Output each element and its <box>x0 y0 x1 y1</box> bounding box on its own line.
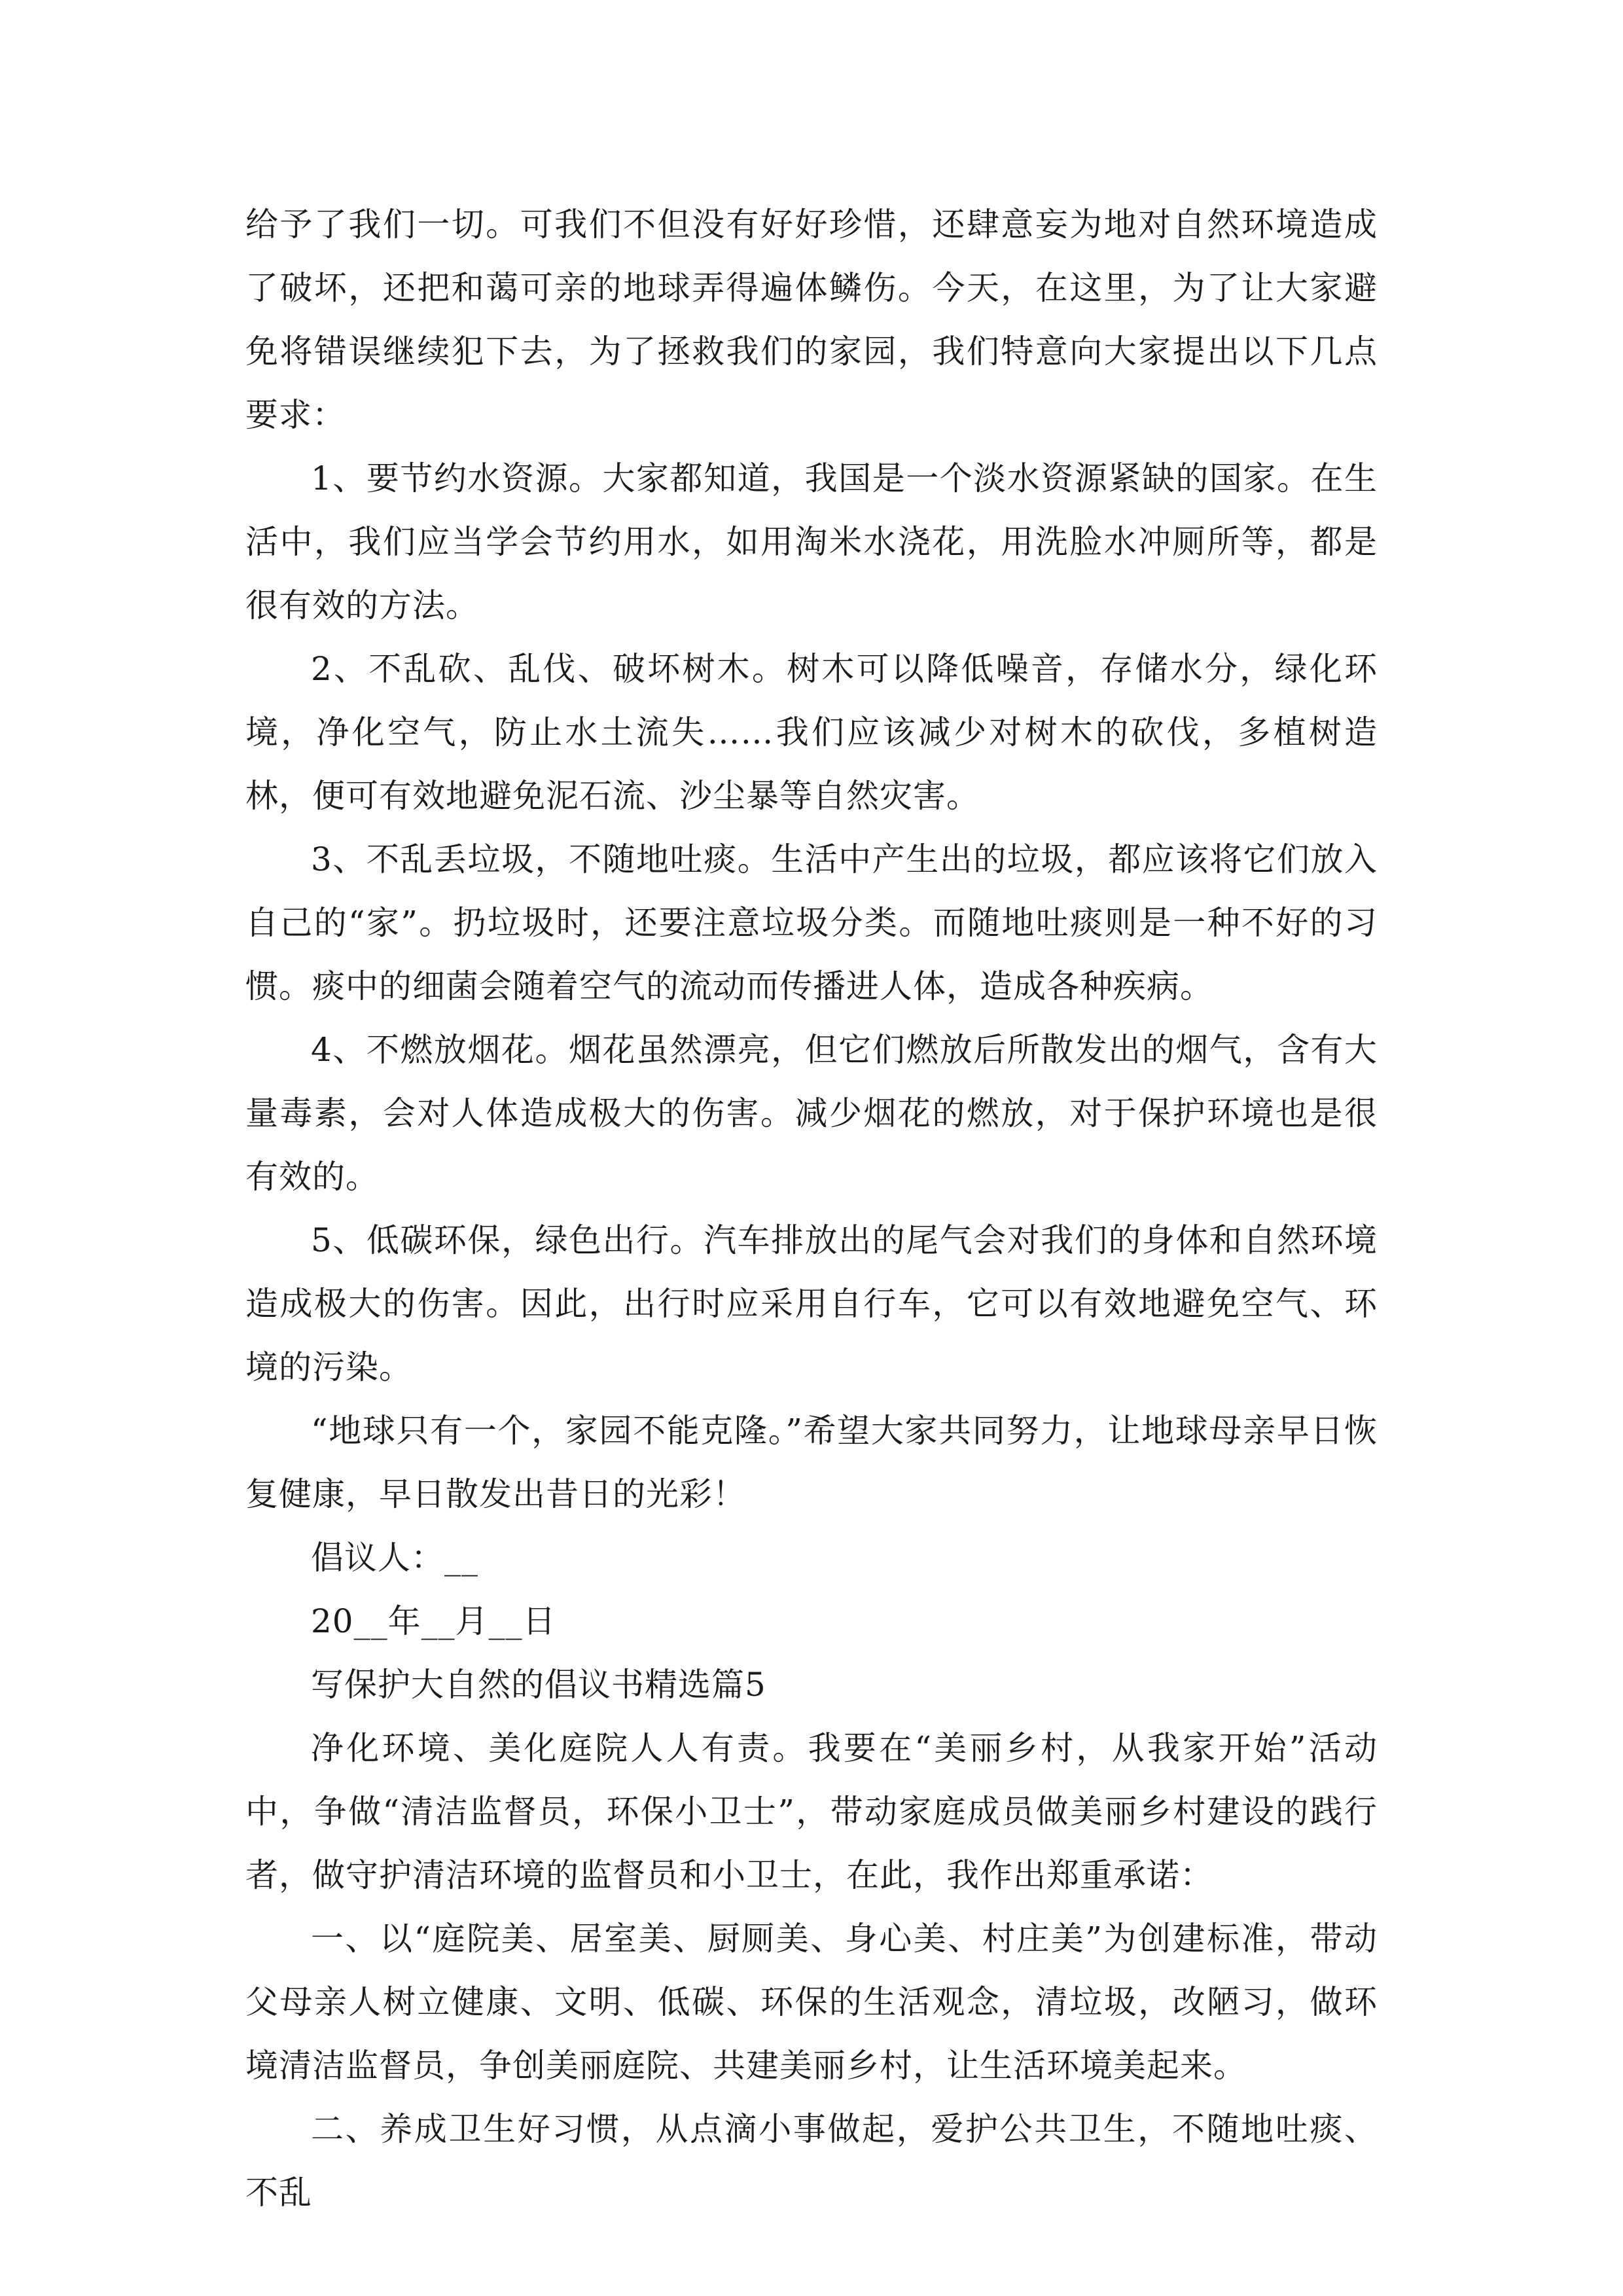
paragraph-pledge-2: 二、养成卫生好习惯，从点滴小事做起，爱护公共卫生，不随地吐痰、不乱 <box>245 2110 1378 2212</box>
signatory-line: 倡议人：__ <box>311 1539 478 1577</box>
date-line: 20__年__月__日 <box>311 1602 556 1640</box>
paragraph-item-2: 2、不乱砍、乱伐、破坏树木。树木可以降低噪音，存储水分，绿化环境，净化空气，防止水土流失……我们应该减少对树木的砍伐，多植树造林，便可有效地避免泥石流、沙尘暴等自然灾害。 <box>245 650 1378 815</box>
paragraph-item-1: 1、要节约水资源。大家都知道，我国是一个淡水资源紧缺的国家。在生活中，我们应当学会节约用水，如用淘米水浇花，用洗脸水冲厕所等，都是很有效的方法。 <box>245 459 1378 624</box>
paragraph-pledge-1: 一、以“庭院美、居室美、厨厕美、身心美、村庄美”为创建标准，带动父母亲人树立健康、文明、低碳、环保的生活观念，清垃圾，改陋习，做环境清洁监督员，争创美丽庭院、共建美丽乡村，让生活环境美起来。 <box>245 1920 1378 2085</box>
paragraph-closing-appeal: “地球只有一个，家园不能克隆。”希望大家共同努力，让地球母亲早日恢复健康，早日散发出昔日的光彩！ <box>245 1412 1378 1513</box>
paragraph-intro-continued: 给予了我们一切。可我们不但没有好好珍惜，还肆意妄为地对自然环境造成了破坏，还把和蔼可亲的地球弄得遍体鳞伤。今天，在这里，为了让大家避免将错误继续犯下去，为了拯救我们的家园，我们特意向大家提出以下几点要求： <box>245 206 1378 434</box>
paragraph-pledge-intro: 净化环境、美化庭院人人有责。我要在“美丽乡村，从我家开始”活动中，争做“清洁监督员，环保小卫士”，带动家庭成员做美丽乡村建设的践行者，做守护清洁环境的监督员和小卫士，在此，我作出郑重承诺： <box>245 1729 1378 1894</box>
section-heading: 写保护大自然的倡议书精选篇5 <box>311 1666 766 1704</box>
paragraph-item-4: 4、不燃放烟花。烟花虽然漂亮，但它们燃放后所散发出的烟气，含有大量毒素，会对人体造成极大的伤害。减少烟花的燃放，对于保护环境也是很有效的。 <box>245 1031 1378 1196</box>
paragraph-item-3: 3、不乱丢垃圾，不随地吐痰。生活中产生出的垃圾，都应该将它们放入自己的“家”。扔垃圾时，还要注意垃圾分类。而随地吐痰则是一种不好的习惯。痰中的细菌会随着空气的流动而传播进人体，造成各种疾病。 <box>245 840 1378 1005</box>
paragraph-item-5: 5、低碳环保，绿色出行。汽车排放出的尾气会对我们的身体和自然环境造成极大的伤害。因此，出行时应采用自行车，它可以有效地避免空气、环境的污染。 <box>245 1221 1378 1386</box>
document-body <box>245 193 1378 2225</box>
